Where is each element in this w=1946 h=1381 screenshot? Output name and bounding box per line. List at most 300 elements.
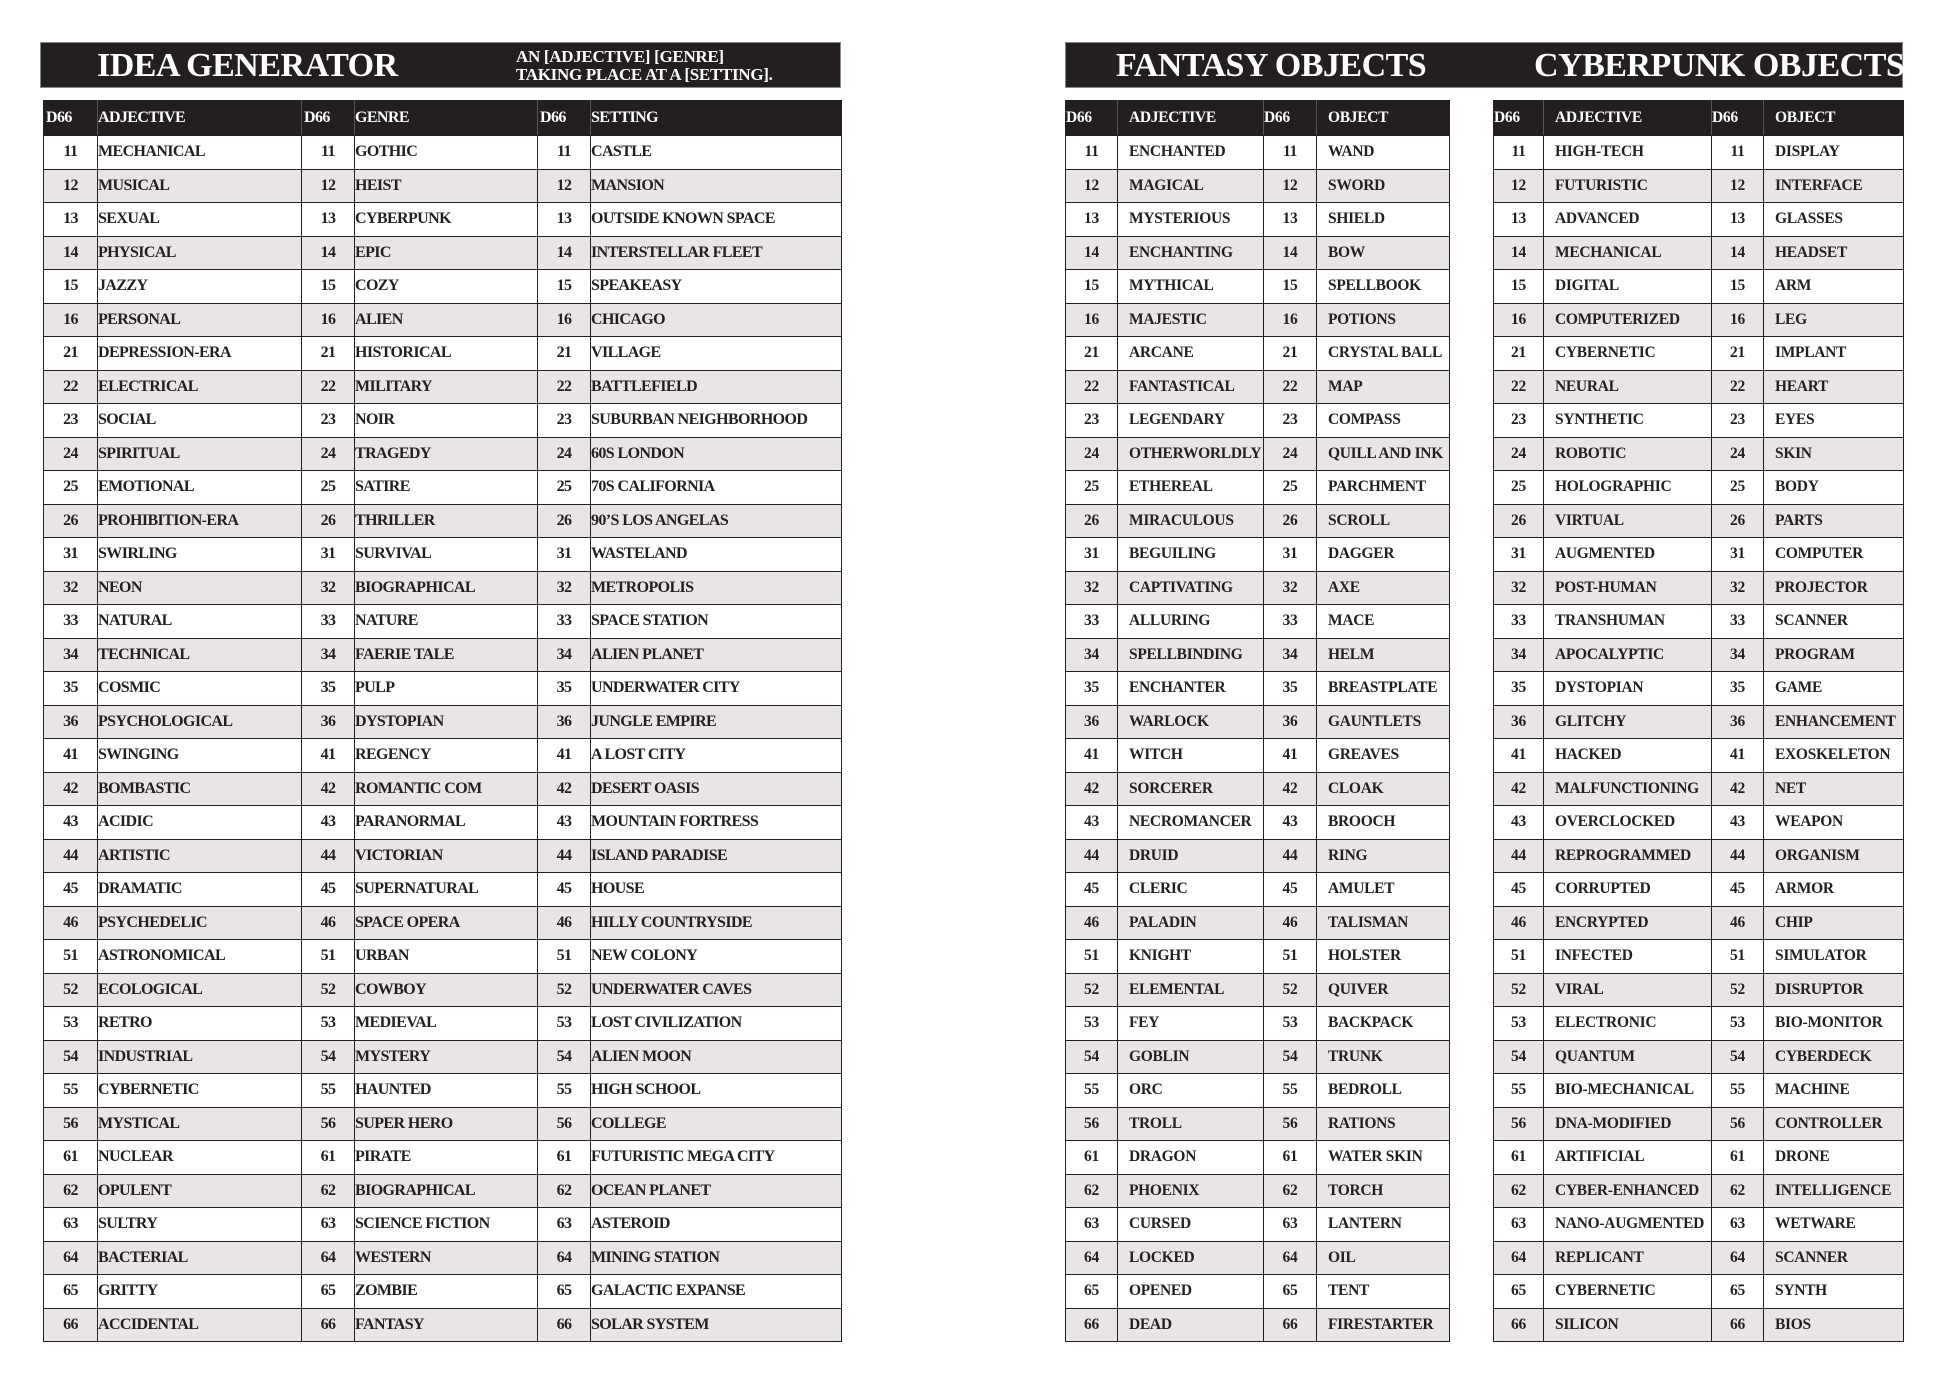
d66-cell: 13 <box>1494 203 1544 237</box>
d66-cell: 25 <box>1264 471 1317 505</box>
table-row <box>1066 873 1450 907</box>
entry-cell: SUBURBAN NEIGHBORHOOD <box>591 404 842 438</box>
header-d66: D66 <box>1712 101 1764 136</box>
table-row <box>44 973 842 1007</box>
entry-cell: CURSED <box>1118 1208 1264 1242</box>
d66-cell: 23 <box>1712 404 1764 438</box>
entry-cell: AXE <box>1317 571 1450 605</box>
header-d66: D66 <box>1264 101 1317 136</box>
d66-cell: 36 <box>538 705 591 739</box>
d66-cell: 11 <box>1066 136 1118 170</box>
d66-cell: 31 <box>44 538 98 572</box>
d66-cell: 35 <box>302 672 355 706</box>
table-row <box>44 236 842 270</box>
d66-cell: 14 <box>302 236 355 270</box>
entry-cell: FEY <box>1118 1007 1264 1041</box>
entry-cell: SOLAR SYSTEM <box>591 1308 842 1342</box>
d66-cell: 66 <box>1066 1308 1118 1342</box>
entry-cell: LEG <box>1764 303 1904 337</box>
table-row <box>1066 404 1450 438</box>
entry-cell: ADVANCED <box>1544 203 1712 237</box>
d66-cell: 43 <box>1066 806 1118 840</box>
d66-cell: 12 <box>538 169 591 203</box>
entry-cell: JAZZY <box>98 270 302 304</box>
d66-cell: 56 <box>1494 1107 1544 1141</box>
entry-cell: OVERCLOCKED <box>1544 806 1712 840</box>
d66-cell: 21 <box>44 337 98 371</box>
table-row <box>44 1174 842 1208</box>
d66-cell: 16 <box>538 303 591 337</box>
entry-cell: BREASTPLATE <box>1317 672 1450 706</box>
table-row <box>1494 1107 1904 1141</box>
d66-cell: 25 <box>1712 471 1764 505</box>
entry-cell: SPIRITUAL <box>98 437 302 471</box>
d66-cell: 16 <box>1712 303 1764 337</box>
entry-cell: MALFUNCTIONING <box>1544 772 1712 806</box>
d66-cell: 41 <box>44 739 98 773</box>
entry-cell: ACIDIC <box>98 806 302 840</box>
d66-cell: 63 <box>44 1208 98 1242</box>
entry-cell: SEXUAL <box>98 203 302 237</box>
entry-cell: PROJECTOR <box>1764 571 1904 605</box>
table-row <box>1066 772 1450 806</box>
entry-cell: GALACTIC EXPANSE <box>591 1275 842 1309</box>
table-row <box>44 370 842 404</box>
entry-cell: 90’S LOS ANGELAS <box>591 504 842 538</box>
d66-cell: 34 <box>1264 638 1317 672</box>
entry-cell: AMULET <box>1317 873 1450 907</box>
entry-cell: TRAGEDY <box>355 437 538 471</box>
entry-cell: DRONE <box>1764 1141 1904 1175</box>
d66-cell: 61 <box>302 1141 355 1175</box>
d66-cell: 62 <box>1264 1174 1317 1208</box>
table-row <box>44 404 842 438</box>
entry-cell: GAUNTLETS <box>1317 705 1450 739</box>
entry-cell: HOLSTER <box>1317 940 1450 974</box>
d66-cell: 24 <box>1712 437 1764 471</box>
entry-cell: NUCLEAR <box>98 1141 302 1175</box>
d66-cell: 22 <box>44 370 98 404</box>
entry-cell: GLASSES <box>1764 203 1904 237</box>
entry-cell: CYBERDECK <box>1764 1040 1904 1074</box>
entry-cell: SURVIVAL <box>355 538 538 572</box>
entry-cell: APOCALYPTIC <box>1544 638 1712 672</box>
d66-cell: 24 <box>302 437 355 471</box>
d66-cell: 42 <box>1066 772 1118 806</box>
entry-cell: MAGICAL <box>1118 169 1264 203</box>
table-row <box>44 806 842 840</box>
d66-cell: 54 <box>1494 1040 1544 1074</box>
entry-cell: RETRO <box>98 1007 302 1041</box>
header-d66: D66 <box>1494 101 1544 136</box>
entry-cell: DEAD <box>1118 1308 1264 1342</box>
table-row <box>1494 705 1904 739</box>
d66-cell: 34 <box>538 638 591 672</box>
header-adjective: ADJECTIVE <box>98 101 302 136</box>
d66-cell: 51 <box>538 940 591 974</box>
entry-cell: HOLOGRAPHIC <box>1544 471 1712 505</box>
entry-cell: BIOS <box>1764 1308 1904 1342</box>
entry-cell: BIO-MONITOR <box>1764 1007 1904 1041</box>
idea-generator-title: IDEA GENERATOR <box>97 47 398 84</box>
d66-cell: 44 <box>538 839 591 873</box>
entry-cell: HEIST <box>355 169 538 203</box>
entry-cell: INFECTED <box>1544 940 1712 974</box>
entry-cell: SWIRLING <box>98 538 302 572</box>
entry-cell: BIOGRAPHICAL <box>355 1174 538 1208</box>
entry-cell: DYSTOPIAN <box>355 705 538 739</box>
d66-cell: 23 <box>1494 404 1544 438</box>
header-d66: D66 <box>1066 101 1118 136</box>
d66-cell: 64 <box>44 1241 98 1275</box>
d66-cell: 52 <box>1066 973 1118 1007</box>
entry-cell: WAND <box>1317 136 1450 170</box>
d66-cell: 51 <box>302 940 355 974</box>
d66-cell: 54 <box>1264 1040 1317 1074</box>
d66-cell: 63 <box>1264 1208 1317 1242</box>
d66-cell: 12 <box>1264 169 1317 203</box>
table-row <box>1066 739 1450 773</box>
entry-cell: PHYSICAL <box>98 236 302 270</box>
table-row <box>44 1007 842 1041</box>
table-row <box>44 873 842 907</box>
d66-cell: 16 <box>302 303 355 337</box>
entry-cell: ISLAND PARADISE <box>591 839 842 873</box>
entry-cell: CYBERNETIC <box>1544 1275 1712 1309</box>
entry-cell: SCANNER <box>1764 1241 1904 1275</box>
table-row <box>1066 705 1450 739</box>
table-header-row <box>1494 101 1904 136</box>
table-row <box>1066 1208 1450 1242</box>
entry-cell: INTERSTELLAR FLEET <box>591 236 842 270</box>
entry-cell: QUANTUM <box>1544 1040 1712 1074</box>
table-row <box>1066 538 1450 572</box>
d66-cell: 45 <box>302 873 355 907</box>
table-row <box>1066 337 1450 371</box>
table-row <box>1494 337 1904 371</box>
table-row <box>1066 940 1450 974</box>
entry-cell: SWORD <box>1317 169 1450 203</box>
entry-cell: REPLICANT <box>1544 1241 1712 1275</box>
d66-cell: 26 <box>44 504 98 538</box>
d66-cell: 12 <box>1712 169 1764 203</box>
d66-cell: 63 <box>1494 1208 1544 1242</box>
d66-cell: 54 <box>1712 1040 1764 1074</box>
d66-cell: 43 <box>44 806 98 840</box>
d66-cell: 23 <box>44 404 98 438</box>
d66-cell: 24 <box>1494 437 1544 471</box>
entry-cell: ELECTRICAL <box>98 370 302 404</box>
entry-cell: SUPERNATURAL <box>355 873 538 907</box>
entry-cell: ZOMBIE <box>355 1275 538 1309</box>
d66-cell: 32 <box>302 571 355 605</box>
table-row <box>1494 504 1904 538</box>
table-row <box>1066 136 1450 170</box>
table-row <box>1494 1040 1904 1074</box>
entry-cell: MYSTERY <box>355 1040 538 1074</box>
d66-cell: 43 <box>1494 806 1544 840</box>
entry-cell: WATER SKIN <box>1317 1141 1450 1175</box>
table-row <box>1494 638 1904 672</box>
d66-cell: 21 <box>1712 337 1764 371</box>
d66-cell: 31 <box>1494 538 1544 572</box>
entry-cell: MACE <box>1317 605 1450 639</box>
header-adjective: ADJECTIVE <box>1544 101 1712 136</box>
entry-cell: WARLOCK <box>1118 705 1264 739</box>
d66-cell: 63 <box>302 1208 355 1242</box>
entry-cell: 70S CALIFORNIA <box>591 471 842 505</box>
table-row <box>44 1074 842 1108</box>
d66-cell: 14 <box>1494 236 1544 270</box>
d66-cell: 55 <box>1494 1074 1544 1108</box>
table-row <box>1066 270 1450 304</box>
d66-cell: 36 <box>1494 705 1544 739</box>
d66-cell: 61 <box>538 1141 591 1175</box>
entry-cell: MOUNTAIN FORTRESS <box>591 806 842 840</box>
d66-cell: 34 <box>44 638 98 672</box>
d66-cell: 13 <box>1712 203 1764 237</box>
entry-cell: RING <box>1317 839 1450 873</box>
d66-cell: 12 <box>44 169 98 203</box>
d66-cell: 55 <box>302 1074 355 1108</box>
table-row <box>1494 1174 1904 1208</box>
d66-cell: 43 <box>1712 806 1764 840</box>
d66-cell: 65 <box>302 1275 355 1309</box>
entry-cell: ALIEN <box>355 303 538 337</box>
d66-cell: 21 <box>302 337 355 371</box>
entry-cell: SIMULATOR <box>1764 940 1904 974</box>
entry-cell: GAME <box>1764 672 1904 706</box>
entry-cell: NECROMANCER <box>1118 806 1264 840</box>
d66-cell: 13 <box>538 203 591 237</box>
table-row <box>44 1308 842 1342</box>
entry-cell: AUGMENTED <box>1544 538 1712 572</box>
entry-cell: KNIGHT <box>1118 940 1264 974</box>
d66-cell: 54 <box>1066 1040 1118 1074</box>
entry-cell: TROLL <box>1118 1107 1264 1141</box>
entry-cell: FUTURISTIC <box>1544 169 1712 203</box>
header-object: OBJECT <box>1317 101 1450 136</box>
d66-cell: 15 <box>1264 270 1317 304</box>
d66-cell: 52 <box>302 973 355 1007</box>
entry-cell: TECHNICAL <box>98 638 302 672</box>
entry-cell: HACKED <box>1544 739 1712 773</box>
d66-cell: 12 <box>1494 169 1544 203</box>
table-row <box>1494 1007 1904 1041</box>
entry-cell: WASTELAND <box>591 538 842 572</box>
entry-cell: WEAPON <box>1764 806 1904 840</box>
entry-cell: PERSONAL <box>98 303 302 337</box>
entry-cell: REGENCY <box>355 739 538 773</box>
table-row <box>1066 370 1450 404</box>
d66-cell: 33 <box>538 605 591 639</box>
entry-cell: CHICAGO <box>591 303 842 337</box>
table-row <box>1494 1208 1904 1242</box>
entry-cell: DISPLAY <box>1764 136 1904 170</box>
table-row <box>1494 236 1904 270</box>
entry-cell: SPACE STATION <box>591 605 842 639</box>
d66-cell: 66 <box>1712 1308 1764 1342</box>
d66-cell: 66 <box>1264 1308 1317 1342</box>
entry-cell: SWINGING <box>98 739 302 773</box>
d66-cell: 52 <box>44 973 98 1007</box>
d66-cell: 53 <box>538 1007 591 1041</box>
table-row <box>44 638 842 672</box>
entry-cell: RATIONS <box>1317 1107 1450 1141</box>
d66-cell: 11 <box>1712 136 1764 170</box>
entry-cell: HELM <box>1317 638 1450 672</box>
entry-cell: DAGGER <box>1317 538 1450 572</box>
d66-cell: 56 <box>538 1107 591 1141</box>
d66-cell: 53 <box>302 1007 355 1041</box>
entry-cell: THRILLER <box>355 504 538 538</box>
entry-cell: SCIENCE FICTION <box>355 1208 538 1242</box>
entry-cell: HEART <box>1764 370 1904 404</box>
entry-cell: SPACE OPERA <box>355 906 538 940</box>
d66-cell: 45 <box>1712 873 1764 907</box>
entry-cell: COMPUTER <box>1764 538 1904 572</box>
entry-cell: NEURAL <box>1544 370 1712 404</box>
d66-cell: 41 <box>1712 739 1764 773</box>
entry-cell: EYES <box>1764 404 1904 438</box>
d66-cell: 13 <box>302 203 355 237</box>
idea-generator-subtitle-line2: TAKING PLACE AT A [SETTING]. <box>516 65 773 84</box>
d66-cell: 26 <box>1066 504 1118 538</box>
entry-cell: ORGANISM <box>1764 839 1904 873</box>
entry-cell: ROBOTIC <box>1544 437 1712 471</box>
table-row <box>1066 236 1450 270</box>
entry-cell: NANO-AUGMENTED <box>1544 1208 1712 1242</box>
table-row <box>1494 839 1904 873</box>
entry-cell: HEADSET <box>1764 236 1904 270</box>
d66-cell: 35 <box>1712 672 1764 706</box>
d66-cell: 53 <box>1264 1007 1317 1041</box>
header-d66: D66 <box>538 101 591 136</box>
d66-cell: 46 <box>1712 906 1764 940</box>
d66-cell: 61 <box>1712 1141 1764 1175</box>
d66-cell: 53 <box>1066 1007 1118 1041</box>
fantasy-objects-title: FANTASY OBJECTS <box>1116 47 1427 84</box>
entry-cell: ENHANCEMENT <box>1764 705 1904 739</box>
entry-cell: JUNGLE EMPIRE <box>591 705 842 739</box>
table-row <box>1494 538 1904 572</box>
d66-cell: 14 <box>1264 236 1317 270</box>
entry-cell: SOCIAL <box>98 404 302 438</box>
d66-cell: 22 <box>538 370 591 404</box>
entry-cell: ECOLOGICAL <box>98 973 302 1007</box>
entry-cell: PARANORMAL <box>355 806 538 840</box>
entry-cell: PHOENIX <box>1118 1174 1264 1208</box>
table-row <box>44 940 842 974</box>
d66-cell: 24 <box>44 437 98 471</box>
entry-cell: FANTASTICAL <box>1118 370 1264 404</box>
d66-cell: 55 <box>44 1074 98 1108</box>
d66-cell: 64 <box>1712 1241 1764 1275</box>
entry-cell: ARTISTIC <box>98 839 302 873</box>
d66-cell: 25 <box>44 471 98 505</box>
d66-cell: 23 <box>538 404 591 438</box>
entry-cell: DISRUPTOR <box>1764 973 1904 1007</box>
table-row <box>44 169 842 203</box>
d66-cell: 51 <box>1494 940 1544 974</box>
cyberpunk-objects-title: CYBERPUNK OBJECTS <box>1534 47 1905 84</box>
idea-generator-subtitle-line1: AN [ADJECTIVE] [GENRE] <box>516 47 724 66</box>
table-row <box>44 538 842 572</box>
entry-cell: CYBERPUNK <box>355 203 538 237</box>
d66-cell: 33 <box>44 605 98 639</box>
table-row <box>44 504 842 538</box>
entry-cell: CAPTIVATING <box>1118 571 1264 605</box>
d66-cell: 16 <box>1264 303 1317 337</box>
table-row <box>1494 739 1904 773</box>
entry-cell: PROHIBITION-ERA <box>98 504 302 538</box>
entry-cell: PIRATE <box>355 1141 538 1175</box>
entry-cell: UNDERWATER CITY <box>591 672 842 706</box>
entry-cell: CLERIC <box>1118 873 1264 907</box>
entry-cell: DIGITAL <box>1544 270 1712 304</box>
d66-cell: 22 <box>1712 370 1764 404</box>
d66-cell: 44 <box>1066 839 1118 873</box>
table-row <box>1494 772 1904 806</box>
table-row <box>1066 504 1450 538</box>
d66-cell: 43 <box>1264 806 1317 840</box>
d66-cell: 32 <box>1264 571 1317 605</box>
d66-cell: 45 <box>538 873 591 907</box>
entry-cell: POST-HUMAN <box>1544 571 1712 605</box>
entry-cell: INTELLIGENCE <box>1764 1174 1904 1208</box>
entry-cell: ASTRONOMICAL <box>98 940 302 974</box>
entry-cell: DRAGON <box>1118 1141 1264 1175</box>
d66-cell: 32 <box>1494 571 1544 605</box>
d66-cell: 33 <box>1712 605 1764 639</box>
d66-cell: 16 <box>44 303 98 337</box>
entry-cell: EXOSKELETON <box>1764 739 1904 773</box>
entry-cell: TORCH <box>1317 1174 1450 1208</box>
entry-cell: MYTHICAL <box>1118 270 1264 304</box>
d66-cell: 11 <box>1264 136 1317 170</box>
idea-generator-title-bar <box>40 42 841 88</box>
entry-cell: PSYCHEDELIC <box>98 906 302 940</box>
table-row <box>44 1208 842 1242</box>
d66-cell: 12 <box>1066 169 1118 203</box>
entry-cell: DESERT OASIS <box>591 772 842 806</box>
d66-cell: 52 <box>538 973 591 1007</box>
table-row <box>1066 203 1450 237</box>
d66-cell: 26 <box>538 504 591 538</box>
entry-cell: NATURE <box>355 605 538 639</box>
entry-cell: TENT <box>1317 1275 1450 1309</box>
entry-cell: CYBER-ENHANCED <box>1544 1174 1712 1208</box>
entry-cell: SYNTHETIC <box>1544 404 1712 438</box>
table-row <box>1494 270 1904 304</box>
d66-cell: 42 <box>1264 772 1317 806</box>
entry-cell: COWBOY <box>355 973 538 1007</box>
d66-cell: 35 <box>44 672 98 706</box>
d66-cell: 56 <box>1264 1107 1317 1141</box>
d66-cell: 44 <box>44 839 98 873</box>
d66-cell: 62 <box>44 1174 98 1208</box>
idea-generator-table <box>43 100 842 1342</box>
table-row <box>44 437 842 471</box>
entry-cell: URBAN <box>355 940 538 974</box>
entry-cell: CLOAK <box>1317 772 1450 806</box>
d66-cell: 23 <box>302 404 355 438</box>
table-row <box>1494 404 1904 438</box>
entry-cell: REPROGRAMMED <box>1544 839 1712 873</box>
d66-cell: 22 <box>302 370 355 404</box>
d66-cell: 62 <box>302 1174 355 1208</box>
entry-cell: MINING STATION <box>591 1241 842 1275</box>
